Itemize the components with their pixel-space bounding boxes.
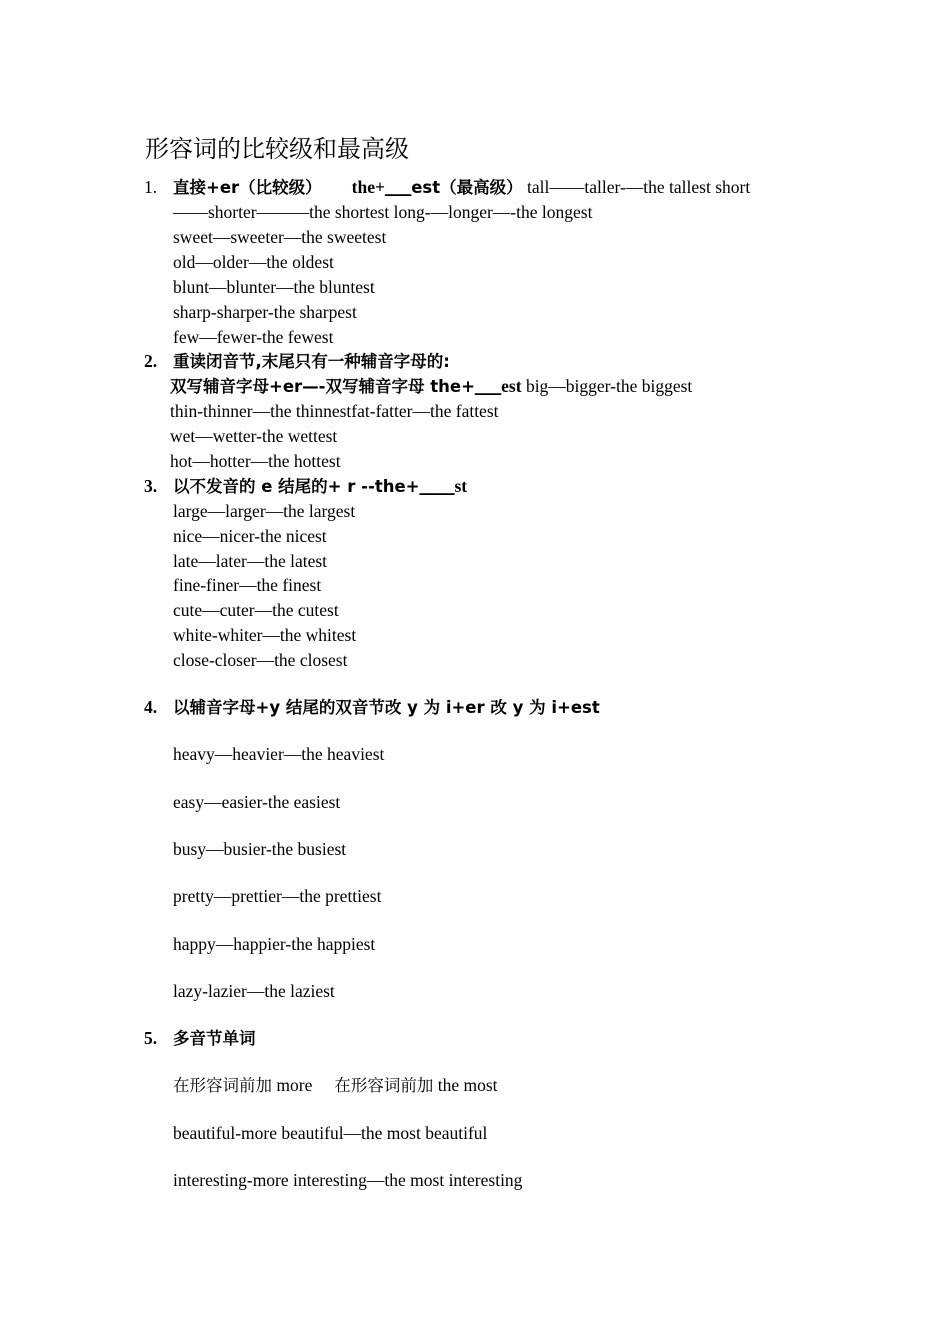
section-5-rule-cn-2: 在形容词前加: [334, 1076, 434, 1095]
section-1-rule-superlative-pre: the+: [351, 177, 385, 197]
section-5-rule-cn-1: 在形容词前加: [173, 1076, 272, 1095]
section-2-rule-suffix: est: [501, 376, 522, 396]
page-title: 形容词的比较级和最高级: [145, 135, 409, 163]
list-item: sharp-sharper-the sharpest: [173, 302, 357, 322]
section-3-blank: ____: [419, 476, 455, 496]
list-item: cute—cuter—the cutest: [173, 600, 339, 620]
list-item: pretty—prettier—the prettiest: [173, 886, 382, 906]
section-2-number: 2.: [144, 351, 158, 371]
section-2-rule-text: 双写辅音字母+er—-双写辅音字母 the+: [170, 377, 475, 396]
list-item: lazy-lazier—the laziest: [173, 981, 335, 1001]
section-1-number: 1.: [144, 177, 158, 197]
section-4-heading: 以辅音字母+y 结尾的双音节改 y 为 i+er 改 y 为 i+est: [173, 698, 600, 717]
list-item: blunt—blunter—the bluntest: [173, 277, 375, 297]
section-2-inline-examples: big—bigger-the biggest: [521, 376, 693, 396]
list-item: wet—wetter-the wettest: [170, 426, 338, 446]
list-item: beautiful-more beautiful—the most beautiful: [173, 1123, 488, 1143]
section-4-number: 4.: [144, 697, 158, 717]
section-2-heading: 重读闭音节,末尾只有一种辅音字母的:: [173, 352, 450, 371]
list-item: easy—easier-the easiest: [173, 792, 341, 812]
list-item: thin-thinner—the thinnestfat-fatter—the fattest: [170, 401, 499, 421]
section-5-rule-en-2: the most: [433, 1075, 498, 1095]
list-item: sweet—sweeter—the sweetest: [173, 227, 387, 247]
list-item: ——shorter———the shortest long-—longer—-the longest: [173, 202, 593, 222]
list-item: nice—nicer-the nicest: [173, 526, 327, 546]
section-1-rule-comparative: 直接+er（比较级）: [173, 178, 322, 197]
list-item: fine-finer—the finest: [173, 575, 322, 595]
section-3-rule-text: 以不发音的 e 结尾的+ r --the+: [173, 477, 420, 496]
list-item: few—fewer-the fewest: [173, 327, 334, 347]
list-item: heavy—heavier—the heaviest: [173, 744, 385, 764]
section-2-rule: [170, 374, 692, 399]
list-item: close-closer—the closest: [173, 650, 348, 670]
list-item: interesting-more interesting—the most interesting: [173, 1170, 523, 1190]
section-1-blank: ___: [384, 177, 412, 197]
list-item: happy—happier-the happiest: [173, 934, 376, 954]
section-5-rule-en-1: more: [272, 1075, 313, 1095]
section-5-number: 5.: [144, 1028, 158, 1048]
list-item: old—older—the oldest: [173, 252, 334, 272]
section-3-rule-suffix: st: [454, 476, 468, 496]
list-item: large—larger—the largest: [173, 501, 356, 521]
list-item: hot—hotter—the hottest: [170, 451, 341, 471]
list-item: late—later—the latest: [173, 551, 328, 571]
list-item: busy—busier-the busiest: [173, 839, 347, 859]
section-5-rule: [173, 1073, 498, 1098]
section-3-heading: [173, 474, 467, 499]
section-1-inline-examples: tall——taller-—the tallest short: [522, 177, 751, 197]
section-1-heading: [173, 175, 750, 200]
section-1-rule-superlative-post: est（最高级）: [411, 178, 523, 197]
section-2-blank: ___: [474, 376, 502, 396]
section-5-heading: 多音节单词: [173, 1029, 256, 1048]
list-item: white-whiter—the whitest: [173, 625, 357, 645]
section-3-number: 3.: [144, 476, 158, 496]
